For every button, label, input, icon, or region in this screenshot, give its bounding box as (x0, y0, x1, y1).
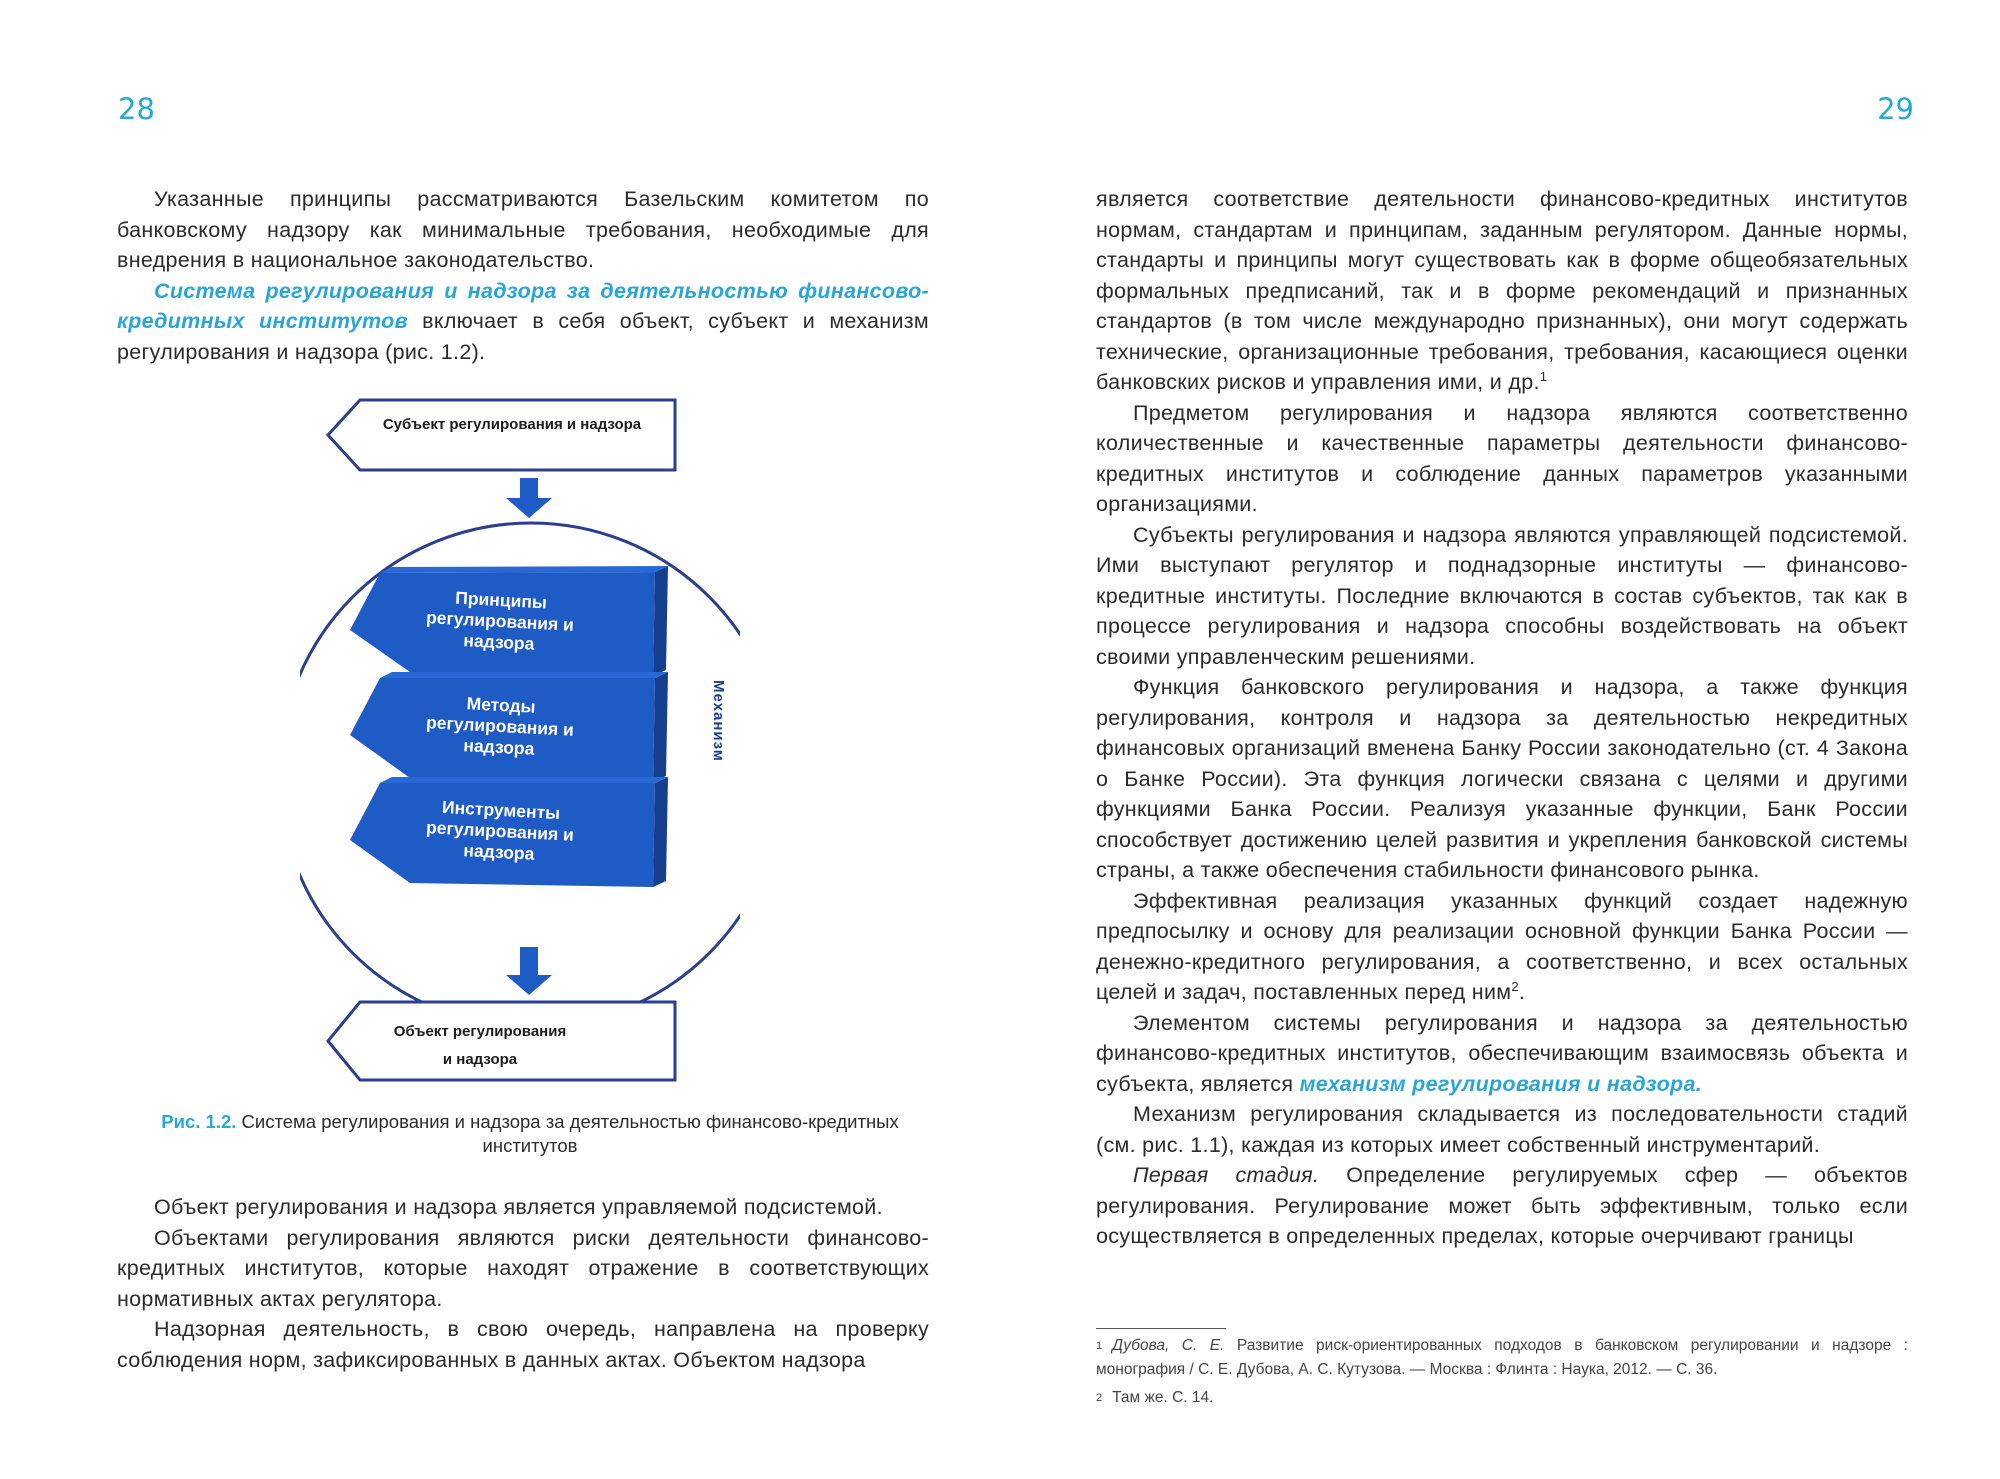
paragraph (1096, 1008, 1908, 1100)
right-text (1096, 184, 1908, 1252)
footnotes (1096, 1334, 1908, 1414)
paragraph: Надзорная деятельность, в свою очередь, направлена на проверку соблюдения норм, зафиксированных в данных актах. Объектом надзора (117, 1317, 929, 1372)
term-highlight: механизм регулирования и надзора. (1299, 1071, 1703, 1096)
paragraph: Субъекты регулирования и надзора являются управляющей подсистемой. Ими выступают регулятор и поднадзорные институты — финансово-кредитные институты. Последние включаются в состав субъектов, так как в процессе регулирования и надзора способны воздействовать на объект своими управленческим решениями. (1096, 522, 1908, 669)
block-principles-side (653, 566, 668, 676)
footnote-number: 1 (1096, 1340, 1103, 1352)
paragraph-text: Эффективная реализация указанных функций создает надежную предпосылку и основу для реализации основной функции Банка России — денежно-кредитного регулирования, а соответственно, и всех остальных целей и задач, поставленных перед ним (1096, 888, 1908, 1004)
footnote-number: 2 (1096, 1392, 1103, 1404)
footnote-text: Развитие риск-ориентированных подходов в банковском регулировании и надзоре : монография / С. Е. Дубова, А. С. Кутузова. — Москва : Флинта : Наука, 2012. — С. 36. (1096, 1337, 1908, 1378)
footnote-divider (1096, 1328, 1226, 1329)
object-label-line2: и надзора (442, 1051, 518, 1068)
footnote-text: Там же. С. 14. (1112, 1389, 1214, 1406)
paragraph-text: Определение регулируемых сфер — объектов регулирования. Регулирование может быть эффективным, только если осуществляется в определенных пределах, которые очерчивают границы (1096, 1163, 1908, 1248)
left-text-top (117, 184, 929, 367)
regulation-system-diagram (300, 390, 740, 1090)
arrow-down-bottom (506, 947, 552, 995)
paragraph: Объект регулирования и надзора является управляемой подсистемой. (154, 1195, 883, 1219)
object-label-line1: Объект регулирования (393, 1023, 567, 1040)
block-methods-label: Методы регулирования и надзора (425, 693, 575, 759)
footnote-ref: 2 (1511, 978, 1519, 994)
block-methods-side (653, 672, 668, 782)
figure-caption (150, 1110, 910, 1158)
block-principles-top (380, 566, 668, 573)
page-number-left: 28 (118, 92, 155, 126)
paragraph: Предметом регулирования и надзора являются соответственно количественные и качественные параметры деятельности финансово-кредитных институтов и соблюдение данных параметров указанными организациями. (1096, 400, 1908, 516)
footnote-ref: 1 (1539, 368, 1548, 384)
page-number-right: 29 (1877, 92, 1914, 126)
footnote-2 (1096, 1386, 1908, 1410)
paragraph (117, 276, 929, 368)
arrow-down-top (506, 478, 552, 518)
right-page (1000, 0, 2000, 1479)
paragraph: Объектами регулирования являются риски деятельности финансово-кредитных институтов, которые находят отражение в соответствующих нормативных актах регулятора. (117, 1225, 929, 1311)
paragraph-text: Элементом системы регулирования и надзора за деятельностью финансово-кредитных институтов, обеспечивающим взаимосвязь объекта и субъекта, является (1096, 1010, 1908, 1096)
object-label (370, 1018, 590, 1074)
term-highlight: Система регулирования и надзора за деятельностью финансово-кредитных институтов (117, 278, 929, 333)
caption-label: Рис. 1.2. (161, 1111, 237, 1132)
footnote-1 (1096, 1334, 1908, 1382)
paragraph-text: включает в себя объект, субъект и механизм регулирования и надзора (рис. 1.2). (117, 309, 929, 364)
block-tools-top (380, 777, 668, 783)
left-text-bottom (117, 1192, 929, 1375)
footnote-author: Дубова, С. Е. (1112, 1337, 1225, 1354)
paragraph (1096, 886, 1908, 1008)
paragraph: Функция банковского регулирования и надзора, а также функция регулирования, контроля и надзора за деятельностью некредитных финансовых организаций вменена Банку России законодательно (ст. 4 Закона о Банке России). Эта функция логически связана с целями и другими функциями Банка России. Реализуя указанные функции, Банк России способствует достижению целей развития и укрепления банковской системы страны, а также обеспечения стабильности финансового рынка. (1096, 675, 1908, 882)
block-methods-top (380, 672, 668, 678)
caption-text: Система регулирования и надзора за деятельностью финансово-кредитных институтов (236, 1111, 899, 1156)
paragraph (1096, 184, 1908, 398)
paragraph-text: является соответствие деятельности финансово-кредитных институтов нормам, стандартам и принципам, заданным регулятором. Данные нормы, стандарты и принципы могут существовать как в форме общеобязательных формальных предписаний, так и в форме рекомендаций и признанных стандартов (в том числе международно признанных), они могут содержать технические, организационные требования, требования, касающиеся оценки банковских рисков и управления ими, и др. (1096, 187, 1908, 394)
paragraph: Указанные принципы рассматриваются Базельским комитетом по банковскому надзору как минимальные требования, необходимые для внедрения в национальное законодательство. (117, 187, 929, 272)
paragraph: Механизм регулирования складывается из последовательности стадий (см. рис. 1.1), каждая из которых имеет собственный инструментарий. (1096, 1102, 1908, 1157)
subject-label: Субъект регулирования и надзора (382, 416, 642, 433)
subject-box (328, 400, 675, 470)
block-tools-side (653, 777, 668, 887)
paragraph (1096, 1160, 1908, 1252)
block-tools-label: Инструменты регулирования и надзора (425, 796, 575, 864)
paragraph-text: . (1518, 980, 1526, 1004)
stage-label: Первая стадия. (1133, 1163, 1320, 1187)
mechanism-label: Механизм (710, 680, 727, 762)
block-principles-label: Принципы регулирования и надзора (425, 587, 575, 654)
